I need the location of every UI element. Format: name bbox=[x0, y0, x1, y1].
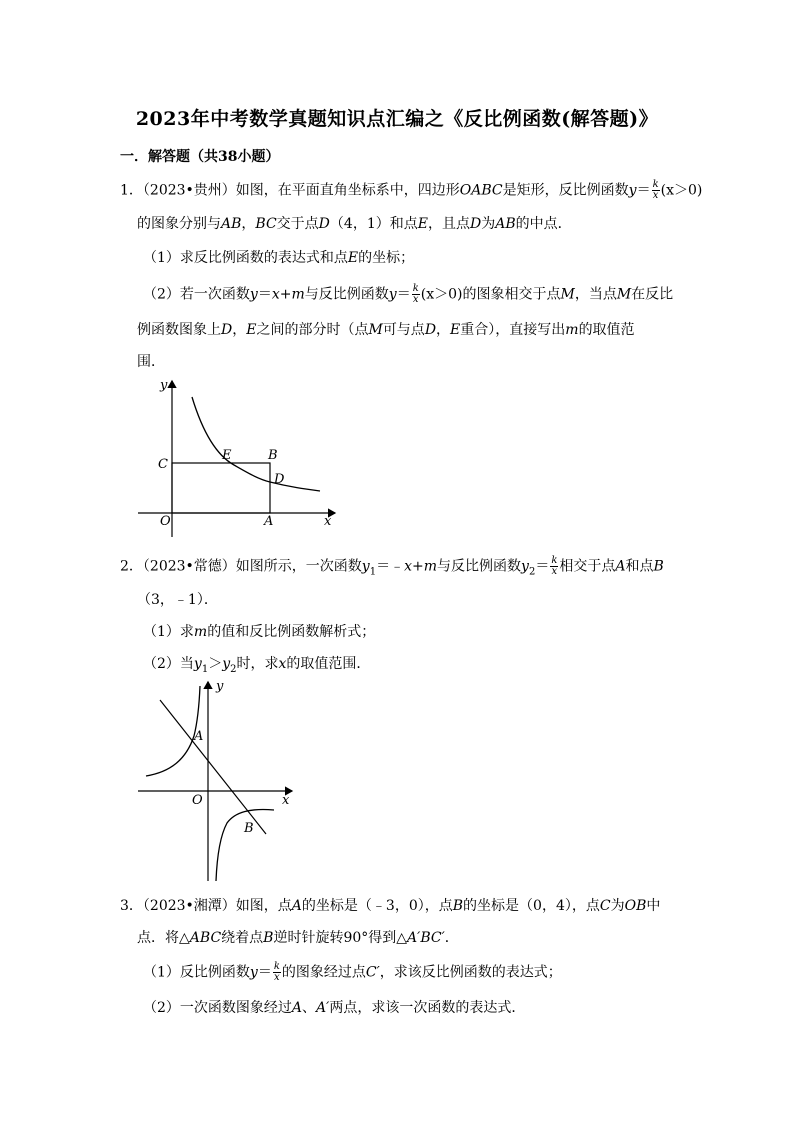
rectangle-oabc bbox=[172, 463, 270, 513]
label-d: D bbox=[274, 472, 285, 487]
q3-part-1: （1）反比例函数y＝ $\frac{k}{x}$ 的图象经过点C′，求该反比例函数的表达式； bbox=[143, 961, 562, 983]
hyperbola-curve bbox=[192, 397, 320, 491]
label-c: C bbox=[158, 457, 168, 472]
page-title: 2023年中考数学真题知识点汇编之《反比例函数(解答题)》 bbox=[135, 108, 659, 130]
section-heading: 一．解答题（共38小题） bbox=[120, 149, 280, 165]
hyperbola-branch-upper bbox=[146, 686, 200, 776]
label-a: A bbox=[194, 729, 204, 744]
linear-function-line bbox=[160, 700, 266, 834]
q2-line-2: （3，﹣1）． bbox=[137, 592, 218, 608]
q1-part-2: （2）若一次函数y＝x+m与反比例函数y＝ $\frac{k}{x}$ (x＞0)的图象相交于点M，当点M在反比 bbox=[143, 283, 674, 305]
label-x: x bbox=[282, 793, 290, 808]
fraction-k-over-x: $\frac{k}{x}$ bbox=[551, 555, 558, 577]
label-y: y bbox=[160, 378, 168, 393]
fraction-k-over-x: $\frac{k}{x}$ bbox=[412, 283, 419, 305]
q3-part-2: （2）一次函数图象经过A、A′两点，求该一次函数的表达式． bbox=[143, 1000, 526, 1016]
q1-part-2-line-3: 围． bbox=[137, 354, 165, 370]
label-x: x bbox=[324, 514, 332, 529]
q1-part-2-line-2: 例函数图象上D，E之间的部分时（点M可与点D，E重合），直接写出m的取值范 bbox=[137, 322, 635, 338]
q1-line-2: 的图象分别与AB，BC交于点D（4，1）和点E，且点D为AB的中点． bbox=[137, 216, 572, 232]
label-o: O bbox=[192, 793, 203, 808]
label-y: y bbox=[216, 679, 224, 694]
q2-line-1: 2．（2023•常德）如图所示，一次函数$y_1=﹣x+m$与反比例函数$y_2=$ $\frac{k}{x}$ 相交于点A和点B bbox=[120, 555, 664, 578]
label-b: B bbox=[244, 821, 254, 836]
label-e: E bbox=[222, 448, 232, 463]
q1-figure bbox=[130, 375, 340, 540]
q2-figure bbox=[132, 676, 302, 886]
q2-part-2: （2）当$y_1>y_2$时，求x的取值范围． bbox=[143, 656, 371, 675]
fraction-k-over-x: $\frac{k}{x}$ bbox=[652, 179, 659, 201]
q3-line-1: 3．（2023•湘潭）如图，点A的坐标是（﹣3，0），点B的坐标是（0，4），点C为OB中 bbox=[120, 898, 661, 914]
q2-part-1: （1）求m的值和反比例函数解析式； bbox=[143, 624, 376, 640]
label-b: B bbox=[268, 448, 278, 463]
q3-line-2: 点．将△ABC绕着点B逆时针旋转90°得到△A′BC′． bbox=[137, 930, 459, 946]
label-a: A bbox=[264, 514, 274, 529]
q1-line-1: 1．（2023•贵州）如图，在平面直角坐标系中，四边形OABC是矩形，反比例函数y＝ $\frac{k}{x}$ (x＞0) bbox=[120, 179, 703, 201]
label-o: O bbox=[160, 514, 171, 529]
fraction-k-over-x: $\frac{k}{x}$ bbox=[273, 961, 280, 983]
q1-part-1: （1）求反比例函数的表达式和点E的坐标； bbox=[143, 250, 415, 266]
